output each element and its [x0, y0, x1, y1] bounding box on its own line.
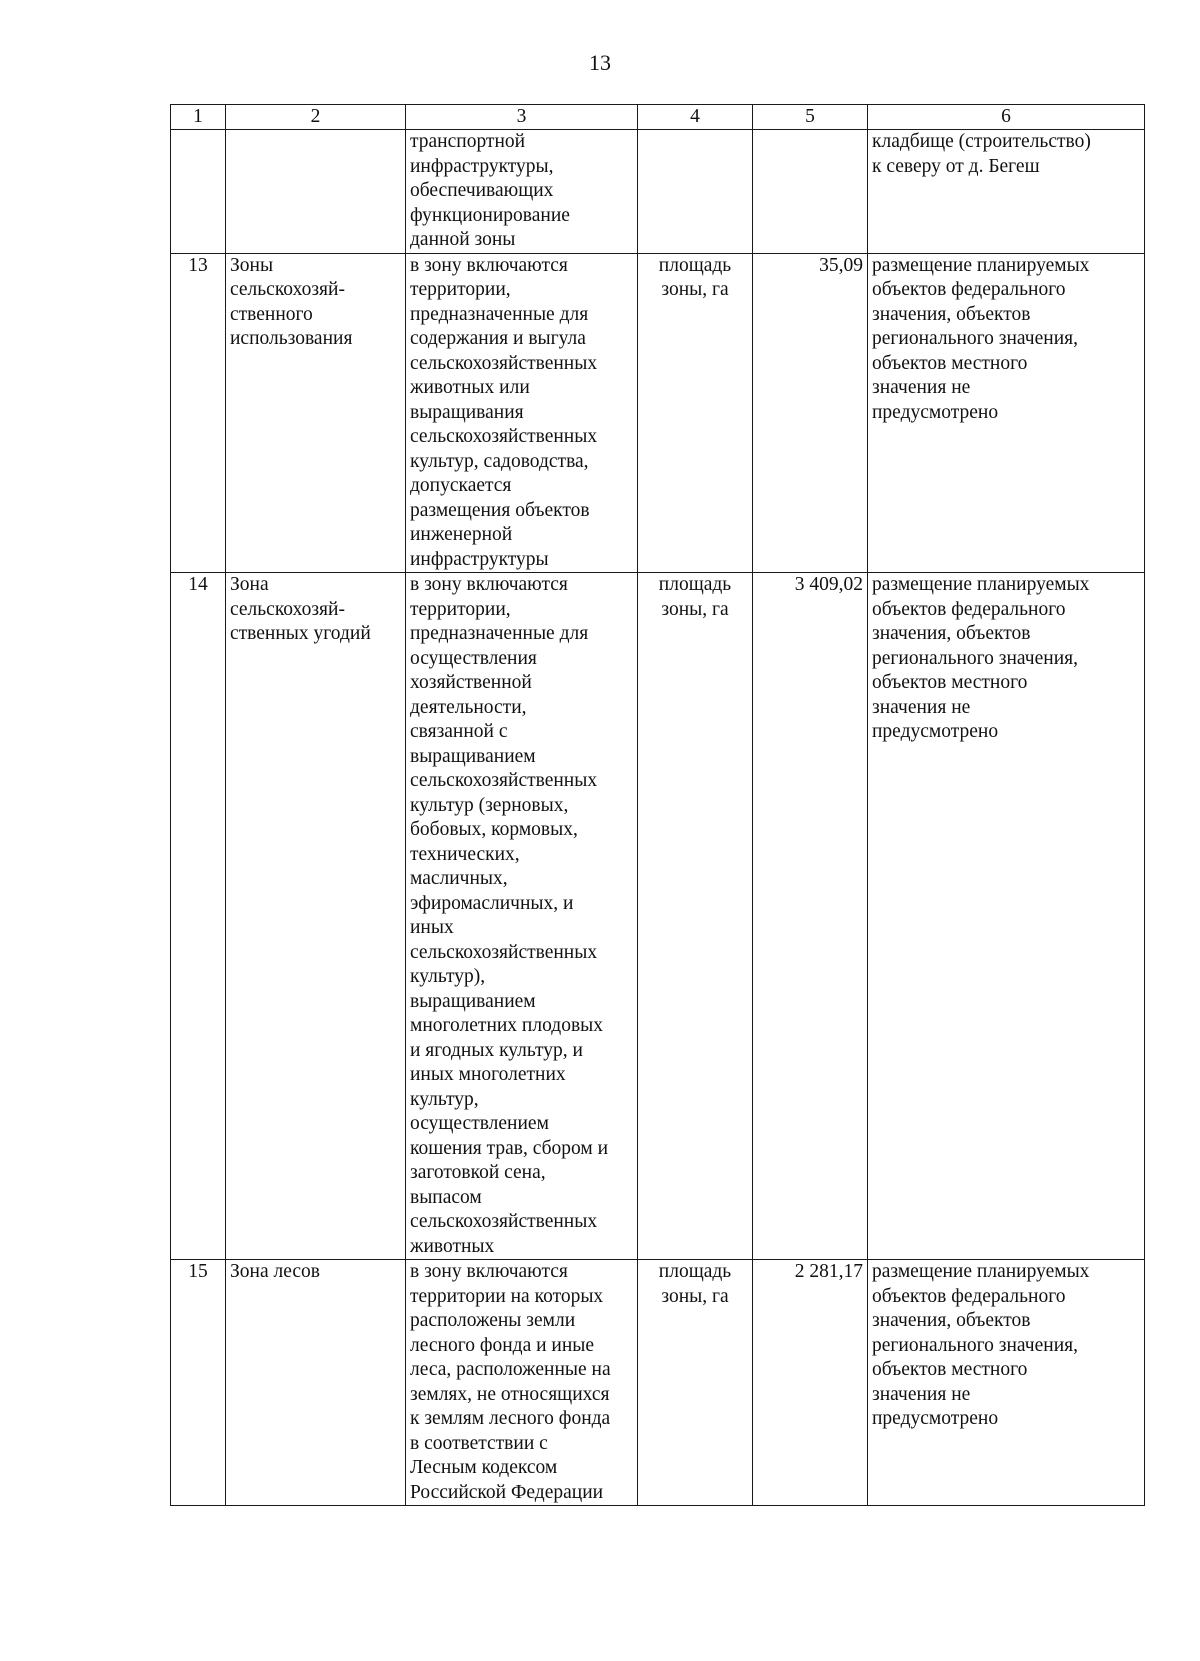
- table-row: [171, 573, 1145, 1260]
- column-header: 3: [406, 105, 638, 130]
- zone-name: Зоны сельскохозяй- ственного использования: [226, 253, 406, 573]
- zones-table: [170, 104, 1145, 1506]
- indicator-value: 3 409,02: [753, 573, 868, 1260]
- zone-name: [226, 130, 406, 254]
- column-header: 6: [868, 105, 1145, 130]
- table-row: [171, 1260, 1145, 1506]
- planned-objects: размещение планируемых объектов федерального значения, объектов регионального значения, объектов местного значения не предусмотрено: [868, 573, 1145, 1260]
- planned-objects: размещение планируемых объектов федерального значения, объектов регионального значения, объектов местного значения не предусмотрено: [868, 253, 1145, 573]
- zone-description: транспортной инфраструктуры, обеспечивающих функционирование данной зоны: [406, 130, 638, 254]
- column-header: 1: [171, 105, 226, 130]
- zone-description: в зону включаются территории, предназначенные для содержания и выгула сельскохозяйственных животных или выращивания сельскохозяйственных культур, садоводства, допускается размещения объектов инженерной инфраструктуры: [406, 253, 638, 573]
- table-row: [171, 253, 1145, 573]
- indicator-value: 2 281,17: [753, 1260, 868, 1506]
- planned-objects: размещение планируемых объектов федерального значения, объектов регионального значения, объектов местного значения не предусмотрено: [868, 1260, 1145, 1506]
- indicator: [638, 130, 753, 254]
- row-number: 15: [171, 1260, 226, 1506]
- zone-description: в зону включаются территории на которых расположены земли лесного фонда и иные леса, расположенные на землях, не относящихся к землям лесного фонда в соответствии с Лесным кодексом Российской Федерации: [406, 1260, 638, 1506]
- header-row: [171, 105, 1145, 130]
- indicator: площадь зоны, га: [638, 573, 753, 1260]
- zone-name: Зона сельскохозяй- ственных угодий: [226, 573, 406, 1260]
- indicator-value: [753, 130, 868, 254]
- column-header: 2: [226, 105, 406, 130]
- indicator-value: 35,09: [753, 253, 868, 573]
- column-header: 4: [638, 105, 753, 130]
- row-number: 14: [171, 573, 226, 1260]
- indicator: площадь зоны, га: [638, 253, 753, 573]
- planned-objects: кладбище (строительство) к северу от д. Бегеш: [868, 130, 1145, 254]
- column-header: 5: [753, 105, 868, 130]
- table-row: [171, 130, 1145, 254]
- zone-name: Зона лесов: [226, 1260, 406, 1506]
- page-number: 13: [589, 50, 611, 75]
- row-number: 13: [171, 253, 226, 573]
- zone-description: в зону включаются территории, предназначенные для осуществления хозяйственной деятельности, связанной с выращиванием сельскохозяйственных культур (зерновых, бобовых, кормовых, технических, масличных, эфиромасличных, и иных сельскохозяйственных культур), выращиванием многолетних плодовых и ягодных культур, и иных многолетних культур, осуществлением кошения трав, сбором и заготовкой сена, выпасом сельскохозяйственных животных: [406, 573, 638, 1260]
- indicator: площадь зоны, га: [638, 1260, 753, 1506]
- row-number: [171, 130, 226, 254]
